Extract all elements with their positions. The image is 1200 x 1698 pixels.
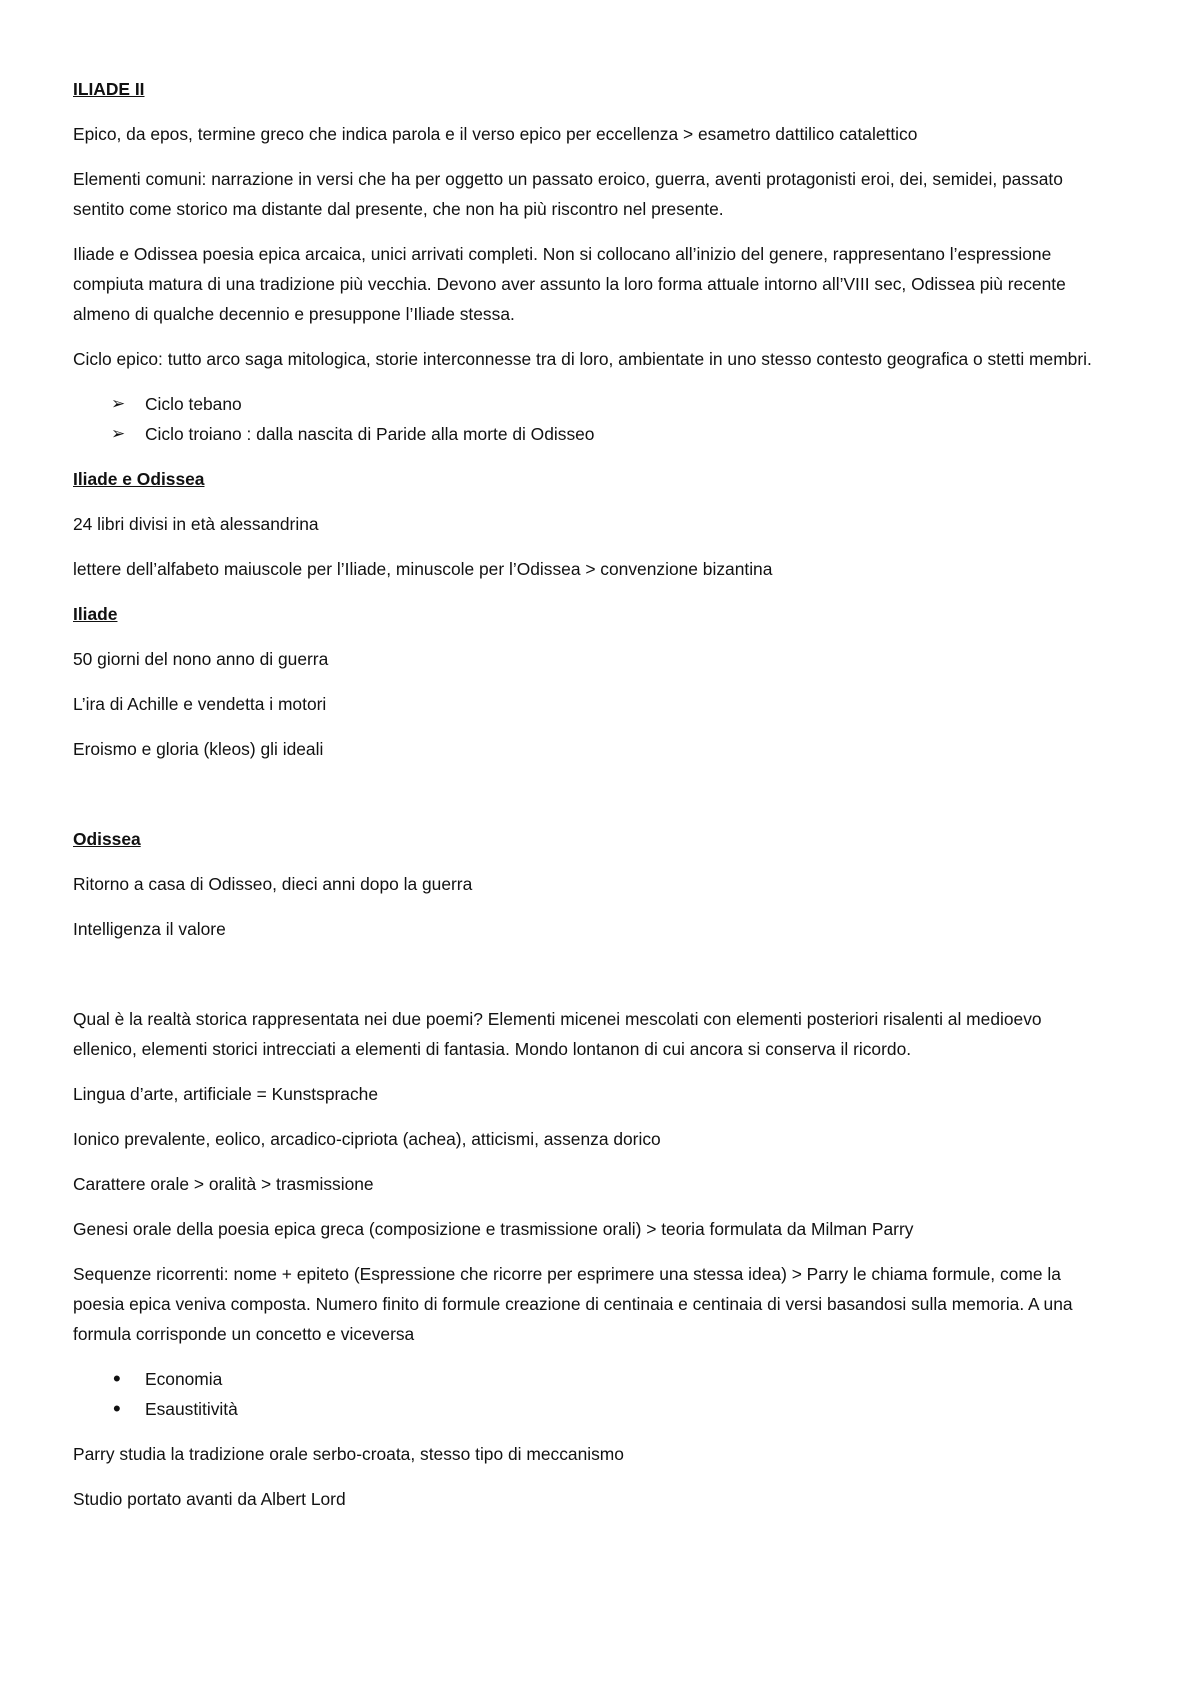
dot-bullet-icon: • [113,1396,121,1421]
list-item-text: Esaustitività [145,1399,238,1419]
list-item [73,389,1110,419]
list-item-text: Ciclo tebano [145,394,242,414]
paragraph-intelligenza: Intelligenza il valore [73,919,226,939]
list-item [73,419,1110,449]
paragraph-ciclo-epico: Ciclo epico: tutto arco saga mitologica, storie interconnesse tra di loro, ambientate in uno stesso contesto geografica o stetti membri. [73,349,1092,369]
paragraph-ira-achille: L’ira di Achille e vendetta i motori [73,694,327,714]
paragraph-iliade-odissea-arcaica: Iliade e Odissea poesia epica arcaica, unici arrivati completi. Non si collocano all’inizio del genere, rappresentano l’espressione compiuta matura di una tradizione più vecchia. Devono aver assunto la loro forma attuale intorno all’VIII sec, Odissea più recente almeno di qualche decennio e presuppone l’Iliade stessa. [73,244,1066,324]
paragraph-genesi-orale: Genesi orale della poesia epica greca (composizione e trasmissione orali) > teoria formulata da Milman Parry [73,1219,914,1239]
arrow-bullet-icon: ➢ [111,424,126,443]
dot-bullet-icon: • [113,1366,121,1391]
paragraph-parry-studia: Parry studia la tradizione orale serbo-croata, stesso tipo di meccanismo [73,1444,624,1464]
list-item-text: Ciclo troiano : dalla nascita di Paride alla morte di Odisseo [145,424,595,444]
paragraph-carattere-orale: Carattere orale > oralità > trasmissione [73,1174,374,1194]
document-title: ILIADE II [73,79,145,99]
paragraph-albert-lord: Studio portato avanti da Albert Lord [73,1489,346,1509]
arrow-bullet-icon: ➢ [111,394,126,413]
dot-list [73,1364,1110,1424]
paragraph-sequenze-ricorrenti: Sequenze ricorrenti: nome + epiteto (Espressione che ricorre per esprimere una stessa idea) > Parry le chiama formule, come la poesia epica veniva composta. Numero finito di formule creazione di centinaia e centinaia di versi basandosi sulla memoria. A una formula corrisponde un concetto e viceversa [73,1264,1073,1344]
list-item [73,1364,1110,1394]
heading-odissea: Odissea [73,829,141,849]
paragraph-24-libri: 24 libri divisi in età alessandrina [73,514,319,534]
arrow-list [73,389,1110,449]
paragraph-eroismo: Eroismo e gloria (kleos) gli ideali [73,739,324,759]
paragraph-epico: Epico, da epos, termine greco che indica parola e il verso epico per eccellenza > esametro dattilico catalettico [73,124,918,144]
paragraph-ritorno: Ritorno a casa di Odisseo, dieci anni dopo la guerra [73,874,473,894]
paragraph-lettere-alfabeto: lettere dell’alfabeto maiuscole per l’Iliade, minuscole per l’Odissea > convenzione bizantina [73,559,773,579]
list-item-text: Economia [145,1369,223,1389]
heading-iliade: Iliade [73,604,118,624]
list-item [73,1394,1110,1424]
paragraph-50-giorni: 50 giorni del nono anno di guerra [73,649,329,669]
paragraph-elementi-comuni: Elementi comuni: narrazione in versi che ha per oggetto un passato eroico, guerra, aventi protagonisti eroi, dei, semidei, passato sentito come storico ma distante dal presente, che non ha più riscontro nel presente. [73,169,1063,219]
heading-iliade-e-odissea: Iliade e Odissea [73,469,205,489]
paragraph-ionico: Ionico prevalente, eolico, arcadico-cipriota (achea), atticismi, assenza dorico [73,1129,661,1149]
paragraph-realta-storica: Qual è la realtà storica rappresentata nei due poemi? Elementi micenei mescolati con elementi posteriori risalenti al medioevo ellenico, elementi storici intrecciati a elementi di fantasia. Mondo lontanon di cui ancora si conserva il ricordo. [73,1009,1042,1059]
paragraph-lingua-arte: Lingua d’arte, artificiale = Kunstsprache [73,1084,378,1104]
